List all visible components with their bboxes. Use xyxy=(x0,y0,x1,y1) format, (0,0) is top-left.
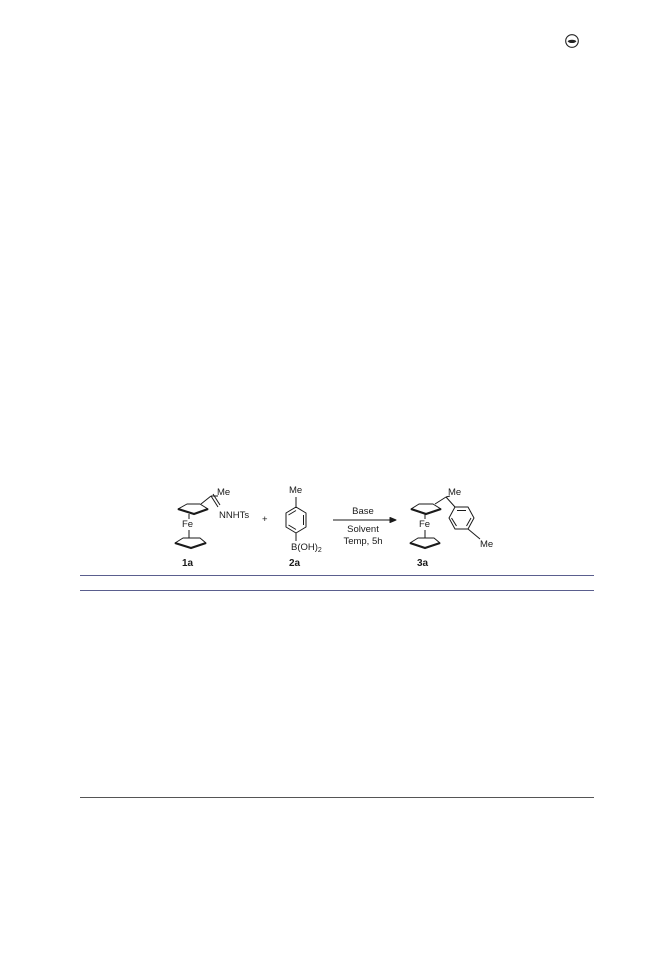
condition-temperature-time: Temp, 5h xyxy=(343,536,383,547)
product-3a-iron-label: Fe xyxy=(419,519,431,530)
reactant-1a-hydrazone-label: NNHTs xyxy=(219,510,250,521)
compound-label-1a: 1a xyxy=(182,558,194,569)
table-top-rule xyxy=(80,575,594,576)
compound-label-2a: 2a xyxy=(289,558,301,569)
reactant-1a-methyl-label: Me xyxy=(217,487,231,498)
reactant-2a-structure xyxy=(286,497,306,541)
compound-label-3a: 3a xyxy=(417,558,429,569)
product-3a-ring-methyl-label: Me xyxy=(480,539,494,550)
reactant-2a-boronic-acid-label: $B(OH)_2$ xyxy=(291,542,322,554)
table-bottom-rule xyxy=(80,797,594,798)
table-header-rule xyxy=(80,590,594,591)
condition-base: Base xyxy=(352,506,374,517)
product-3a-methyl-label: Me xyxy=(448,487,462,498)
reactant-1a-iron-label: Fe xyxy=(182,519,194,530)
reaction-arrow xyxy=(333,518,396,523)
reactant-2a-methyl-label: Me xyxy=(289,485,303,496)
plus-sign: + xyxy=(262,514,268,525)
condition-solvent: Solvent xyxy=(347,524,379,535)
